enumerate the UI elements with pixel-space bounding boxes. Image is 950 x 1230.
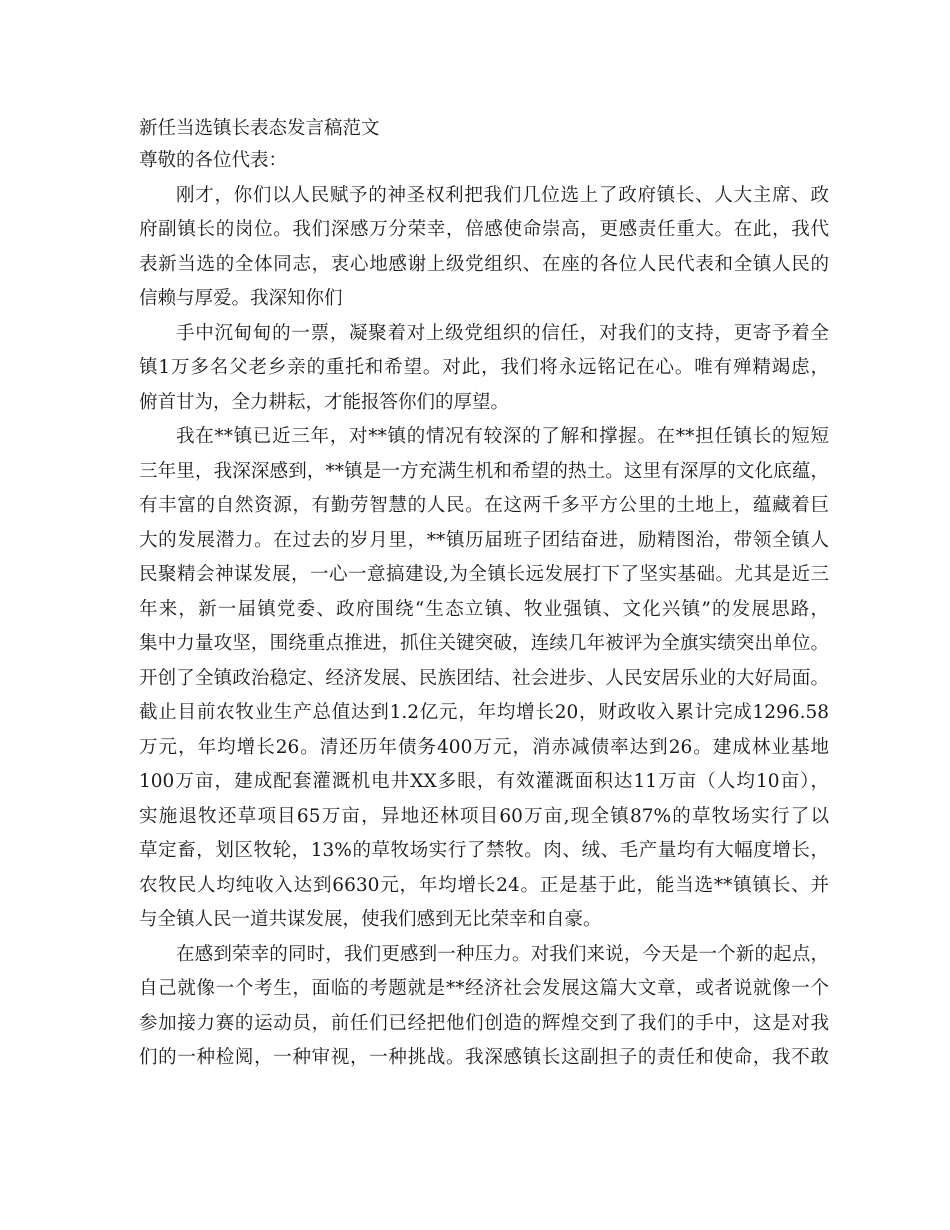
paragraph-line: 年来，新一届镇党委、政府围绕“生态立镇、牧业强镇、文化兴镇”的发展思路， (139, 598, 829, 620)
paragraph-line: 信赖与厚爱。我深知你们 (139, 288, 343, 309)
paragraph-line: 100万亩，建成配套灌溉机电井XX多眼，有效灌溉面积达11万亩（人均10亩）， (139, 771, 829, 792)
paragraph-line: 有丰富的自然资源，有勤劳智慧的人民。在这两千多平方公里的土地上，蕴藏着巨 (139, 495, 829, 516)
paragraph-line: 集中力量攻坚，围绕重点推进，抓住关键突破，连续几年被评为全旗实绩突出单位。 (139, 633, 829, 654)
paragraph-line: 实施退牧还草项目65万亩，异地还林项目60万亩,现全镇87%的草牧场实行了以 (139, 805, 829, 827)
paragraph-line: 们的一种检阅，一种审视，一种挑战。我深感镇长这副担子的责任和使命，我不敢 (139, 1047, 829, 1068)
paragraph-line: 截止目前农牧业生产总值达到1.2亿元，年均增长20，财政收入累计完成1296.58 (139, 702, 829, 723)
paragraph-line: 刚才，你们以人民赋予的神圣权利把我们几位选上了政府镇长、人大主席、政 (176, 184, 829, 206)
paragraph-line: 我在**镇已近三年，对**镇的情况有较深的了解和撑握。在**担任镇长的短短 (176, 426, 829, 447)
paragraph-line: 开创了全镇政治稳定、经济发展、民族团结、社会进步、人民安居乐业的大好局面。 (139, 667, 829, 689)
paragraph-line: 参加接力赛的运动员，前任们已经把他们创造的辉煌交到了我们的手中，这是对我 (139, 1012, 829, 1034)
document-title: 新任当选镇长表态发言稿范文 (139, 118, 380, 139)
paragraph-line: 与全镇人民一道共谋发展，使我们感到无比荣幸和自豪。 (139, 909, 602, 930)
paragraph-line: 表新当选的全体同志，衷心地感谢上级党组织、在座的各位人民代表和全镇人民的 (139, 253, 829, 275)
paragraph-line: 手中沉甸甸的一票，凝聚着对上级党组织的信任，对我们的支持，更寄予着全 (176, 322, 829, 344)
paragraph-line: 民聚精会神谋发展，一心一意搞建设,为全镇长远发展打下了坚实基础。尤其是近三 (139, 564, 829, 585)
paragraph-2 (139, 317, 950, 421)
paragraph-line: 自己就像一个考生，面临的考题就是**经济社会发展这篇大文章，或者说就像一个 (139, 978, 829, 999)
paragraph-line: 大的发展潜力。在过去的岁月里，**镇历届班子团结奋进，励精图治，带领全镇人 (139, 529, 829, 551)
paragraph-line: 三年里，我深深感到，**镇是一方充满生机和希望的热土。这里有深厚的文化底蕴， (139, 460, 829, 482)
paragraph-line: 农牧民人均纯收入达到6630元，年均增长24。正是基于此，能当选**镇镇长、并 (139, 874, 829, 896)
paragraph-line: 俯首甘为，全力耕耘，才能报答你们的厚望。 (139, 391, 510, 413)
paragraph-line: 在感到荣幸的同时，我们更感到一种压力。对我们来说，今天是一个新的起点， (176, 943, 829, 965)
paragraph-line: 万元，年均增长26。清还历年债务400万元，消赤减债率达到26。建成林业基地 (139, 736, 829, 758)
paragraph-1 (139, 179, 950, 317)
paragraph-line: 府副镇长的岗位。我们深感万分荣幸，倍感使命崇高，更感责任重大。在此，我代 (139, 219, 829, 240)
paragraph-line: 镇1万多名父老乡亲的重托和希望。对此，我们将永远铭记在心。唯有殚精竭虑， (139, 357, 829, 378)
paragraph-4 (139, 938, 950, 1076)
salutation: 尊敬的各位代表： (139, 150, 288, 171)
paragraph-line: 草定畜，划区牧轮，13%的草牧场实行了禁牧。肉、绒、毛产量均有大幅度增长， (139, 840, 829, 861)
paragraph-3 (139, 420, 950, 938)
